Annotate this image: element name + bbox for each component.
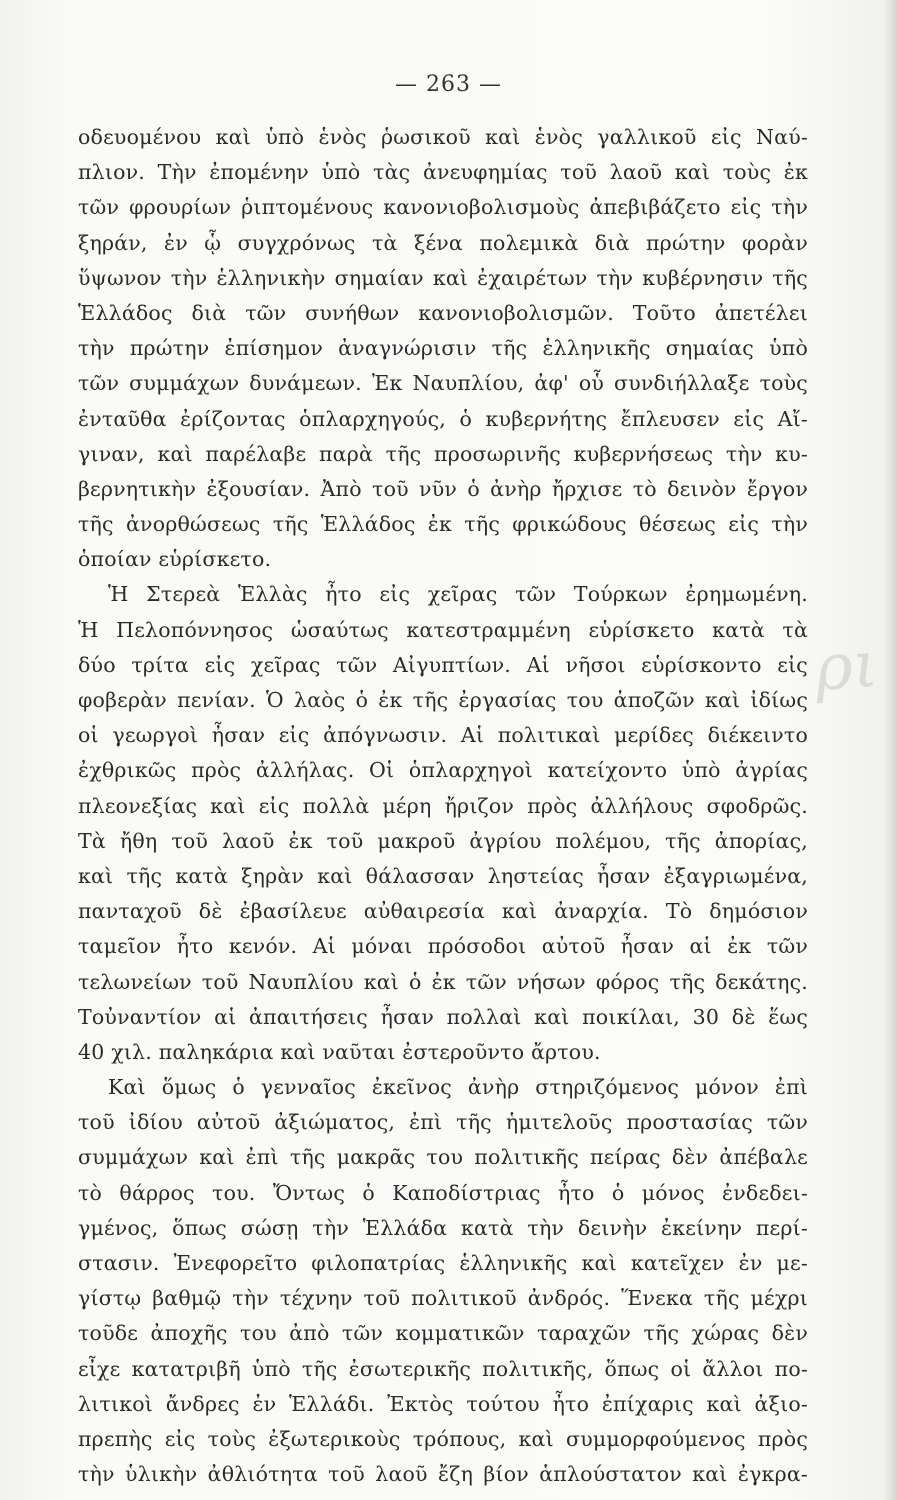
text-line: Ἑλλάδος διὰ τῶν συνήθων κανονιοβολισμῶν. Τοῦτο ἀπετέλει bbox=[78, 300, 808, 325]
text-line: ταμεῖον ἦτο κενόν. Αἱ μόναι πρόσοδοι αὐτοῦ ἦσαν αἱ ἐκ τῶν bbox=[78, 934, 808, 959]
text-line: τοῦ ἰδίου αὐτοῦ ἀξιώματος, ἐπὶ τῆς ἡμιτελοῦς προστασίας τῶν bbox=[78, 1110, 808, 1135]
text-line: οἱ γεωργοὶ ἦσαν εἰς ἀπόγνωσιν. Αἱ πολιτικαὶ μερίδες διέκειντο bbox=[78, 723, 808, 748]
text-line: Ἡ Στερεὰ Ἑλλὰς ἦτο εἰς χεῖρας τῶν Τούρκων ἐρημωμένη. bbox=[108, 582, 808, 607]
text-line: πανταχοῦ δὲ ἐβασίλευε αὐθαιρεσία καὶ ἀναρχία. Τὸ δημόσιον bbox=[78, 899, 808, 924]
text-line: Καὶ ὅμως ὁ γενναῖος ἐκεῖνος ἀνὴρ στηριζόμενος μόνον ἐπὶ bbox=[108, 1075, 808, 1100]
text-line: στασιν. Ἐνεφορεῖτο φιλοπατρίας ἑλληνικῆς καὶ κατεῖχεν ἐν με- bbox=[78, 1251, 808, 1275]
text-line: εἶχε κατατριβῆ ὑπὸ τῆς ἐσωτερικῆς πολιτικῆς, ὅπως οἱ ἄλλοι πο- bbox=[78, 1356, 808, 1381]
text-line: Τὰ ἤθη τοῦ λαοῦ ἐκ τοῦ μακροῦ ἀγρίου πολέμου, τῆς ἀπορίας, bbox=[78, 828, 808, 853]
text-line: φοβερὰν πενίαν. Ὁ λαὸς ὁ ἐκ τῆς ἐργασίας του ἀποζῶν καὶ ἰδίως bbox=[78, 688, 808, 712]
page-edge-shadow bbox=[883, 0, 897, 1500]
text-line: ξηράν, ἐν ᾧ συγχρόνως τὰ ξένα πολεμικὰ διὰ πρώτην φορὰν bbox=[78, 230, 808, 255]
body-text bbox=[78, 120, 808, 1492]
text-line: οδευομένου καὶ ὑπὸ ἑνὸς ῥωσικοῦ καὶ ἑνὸς γαλλικοῦ εἰς Ναύ- bbox=[78, 125, 808, 149]
text-line: τελωνείων τοῦ Ναυπλίου καὶ ὁ ἐκ τῶν νήσων φόρος τῆς δεκάτης. bbox=[78, 969, 808, 994]
text-line: τοῦδε ἀποχῆς του ἀπὸ τῶν κομματικῶν ταραχῶν τῆς χώρας δὲν bbox=[78, 1321, 808, 1346]
text-line: τῶν φρουρίων ῥιπτομένους κανονιοβολισμοὺς ἀπεβιβάζετο εἰς τὴν bbox=[78, 195, 808, 220]
text-line: ἐχθρικῶς πρὸς ἀλλήλας. Οἱ ὁπλαρχηγοὶ κατείχοντο ὑπὸ ἀγρίας bbox=[78, 758, 808, 783]
text-line: Τοὐναντίον αἱ ἀπαιτήσεις ἦσαν πολλαὶ καὶ ποικίλαι, 30 δὲ ἕως bbox=[78, 1004, 808, 1029]
text-line: τῶν συμμάχων δυνάμεων. Ἐκ Ναυπλίου, ἀφ' οὗ συνδιήλλαξε τοὺς bbox=[78, 371, 808, 396]
text-line: τὸ θάρρος του. Ὄντως ὁ Καποδίστριας ἦτο ὁ μόνος ἐνδεδει- bbox=[78, 1180, 808, 1205]
text-line: τῆς ἀνορθώσεως τῆς Ἑλλάδος ἐκ τῆς φρικώδους θέσεως εἰς τὴν bbox=[78, 512, 808, 537]
text-line: τὴν ὑλικὴν ἀθλιότητα τοῦ λαοῦ ἔζη βίον ἁπλούστατον καὶ ἐγκρα- bbox=[78, 1462, 808, 1487]
text-line: ὕψωνον τὴν ἑλληνικὴν σημαίαν καὶ ἐχαιρέτων τὴν κυβέρνησιν τῆς bbox=[78, 265, 808, 290]
text-line: γίστῳ βαθμῷ τὴν τέχνην τοῦ πολιτικοῦ ἀνδρός. Ἕνεκα τῆς μέχρι bbox=[78, 1286, 808, 1311]
text-line: καὶ τῆς κατὰ ξηρὰν καὶ θάλασσαν ληστείας ἦσαν ἐξαγριωμένα, bbox=[78, 863, 808, 888]
text-line: ὁποίαν εὑρίσκετο. bbox=[78, 547, 272, 572]
text-line: πλιον. Τὴν ἐπομένην ὑπὸ τὰς ἀνευφημίας τοῦ λαοῦ καὶ τοὺς ἐκ bbox=[78, 160, 808, 185]
text-line: τὴν πρώτην ἐπίσημον ἀναγνώρισιν τῆς ἑλληνικῆς σημαίας ὑπὸ bbox=[78, 336, 808, 361]
text-line: πλεονεξίας καὶ εἰς πολλὰ μέρη ἤριζον πρὸς ἀλλήλους σφοδρῶς. bbox=[78, 793, 808, 818]
text-line: 40 χιλ. παληκάρια καὶ ναῦται ἐστεροῦντο ἄρτου. bbox=[78, 1039, 601, 1064]
text-line: δύο τρίτα εἰς χεῖρας τῶν Αἰγυπτίων. Αἱ νῆσοι εὑρίσκοντο εἰς bbox=[78, 652, 808, 677]
bleed-through-mark: ρι bbox=[812, 627, 881, 707]
text-line: συμμάχων καὶ ἐπὶ τῆς μακρᾶς του πολιτικῆς πείρας δὲν ἀπέβαλε bbox=[78, 1145, 808, 1170]
text-line: Ἡ Πελοπόννησος ὡσαύτως κατεστραμμένη εὑρίσκετο κατὰ τὰ bbox=[78, 617, 808, 642]
text-line: βερνητικὴν ἐξουσίαν. Ἀπὸ τοῦ νῦν ὁ ἀνὴρ ἤρχισε τὸ δεινὸν ἔργον bbox=[78, 476, 808, 501]
text-line: γιναν, καὶ παρέλαβε παρὰ τῆς προσωρινῆς κυβερνήσεως τὴν κυ- bbox=[78, 441, 808, 466]
text-line: πρεπὴς εἰς τοὺς ἐξωτερικοὺς τρόπους, καὶ συμμορφούμενος πρὸς bbox=[78, 1426, 808, 1451]
text-line: γμένος, ὅπως σώσῃ τὴν Ἑλλάδα κατὰ τὴν δεινὴν ἐκείνην περί- bbox=[78, 1215, 808, 1240]
page-number: — 263 — bbox=[395, 72, 502, 97]
text-line: ἐνταῦθα ἐρίζοντας ὁπλαρχηγούς, ὁ κυβερνήτης ἔπλευσεν εἰς Αἴ- bbox=[78, 406, 808, 431]
text-line: λιτικοὶ ἄνδρες ἐν Ἑλλάδι. Ἐκτὸς τούτου ἦτο ἐπίχαρις καὶ ἀξιο- bbox=[78, 1391, 808, 1416]
